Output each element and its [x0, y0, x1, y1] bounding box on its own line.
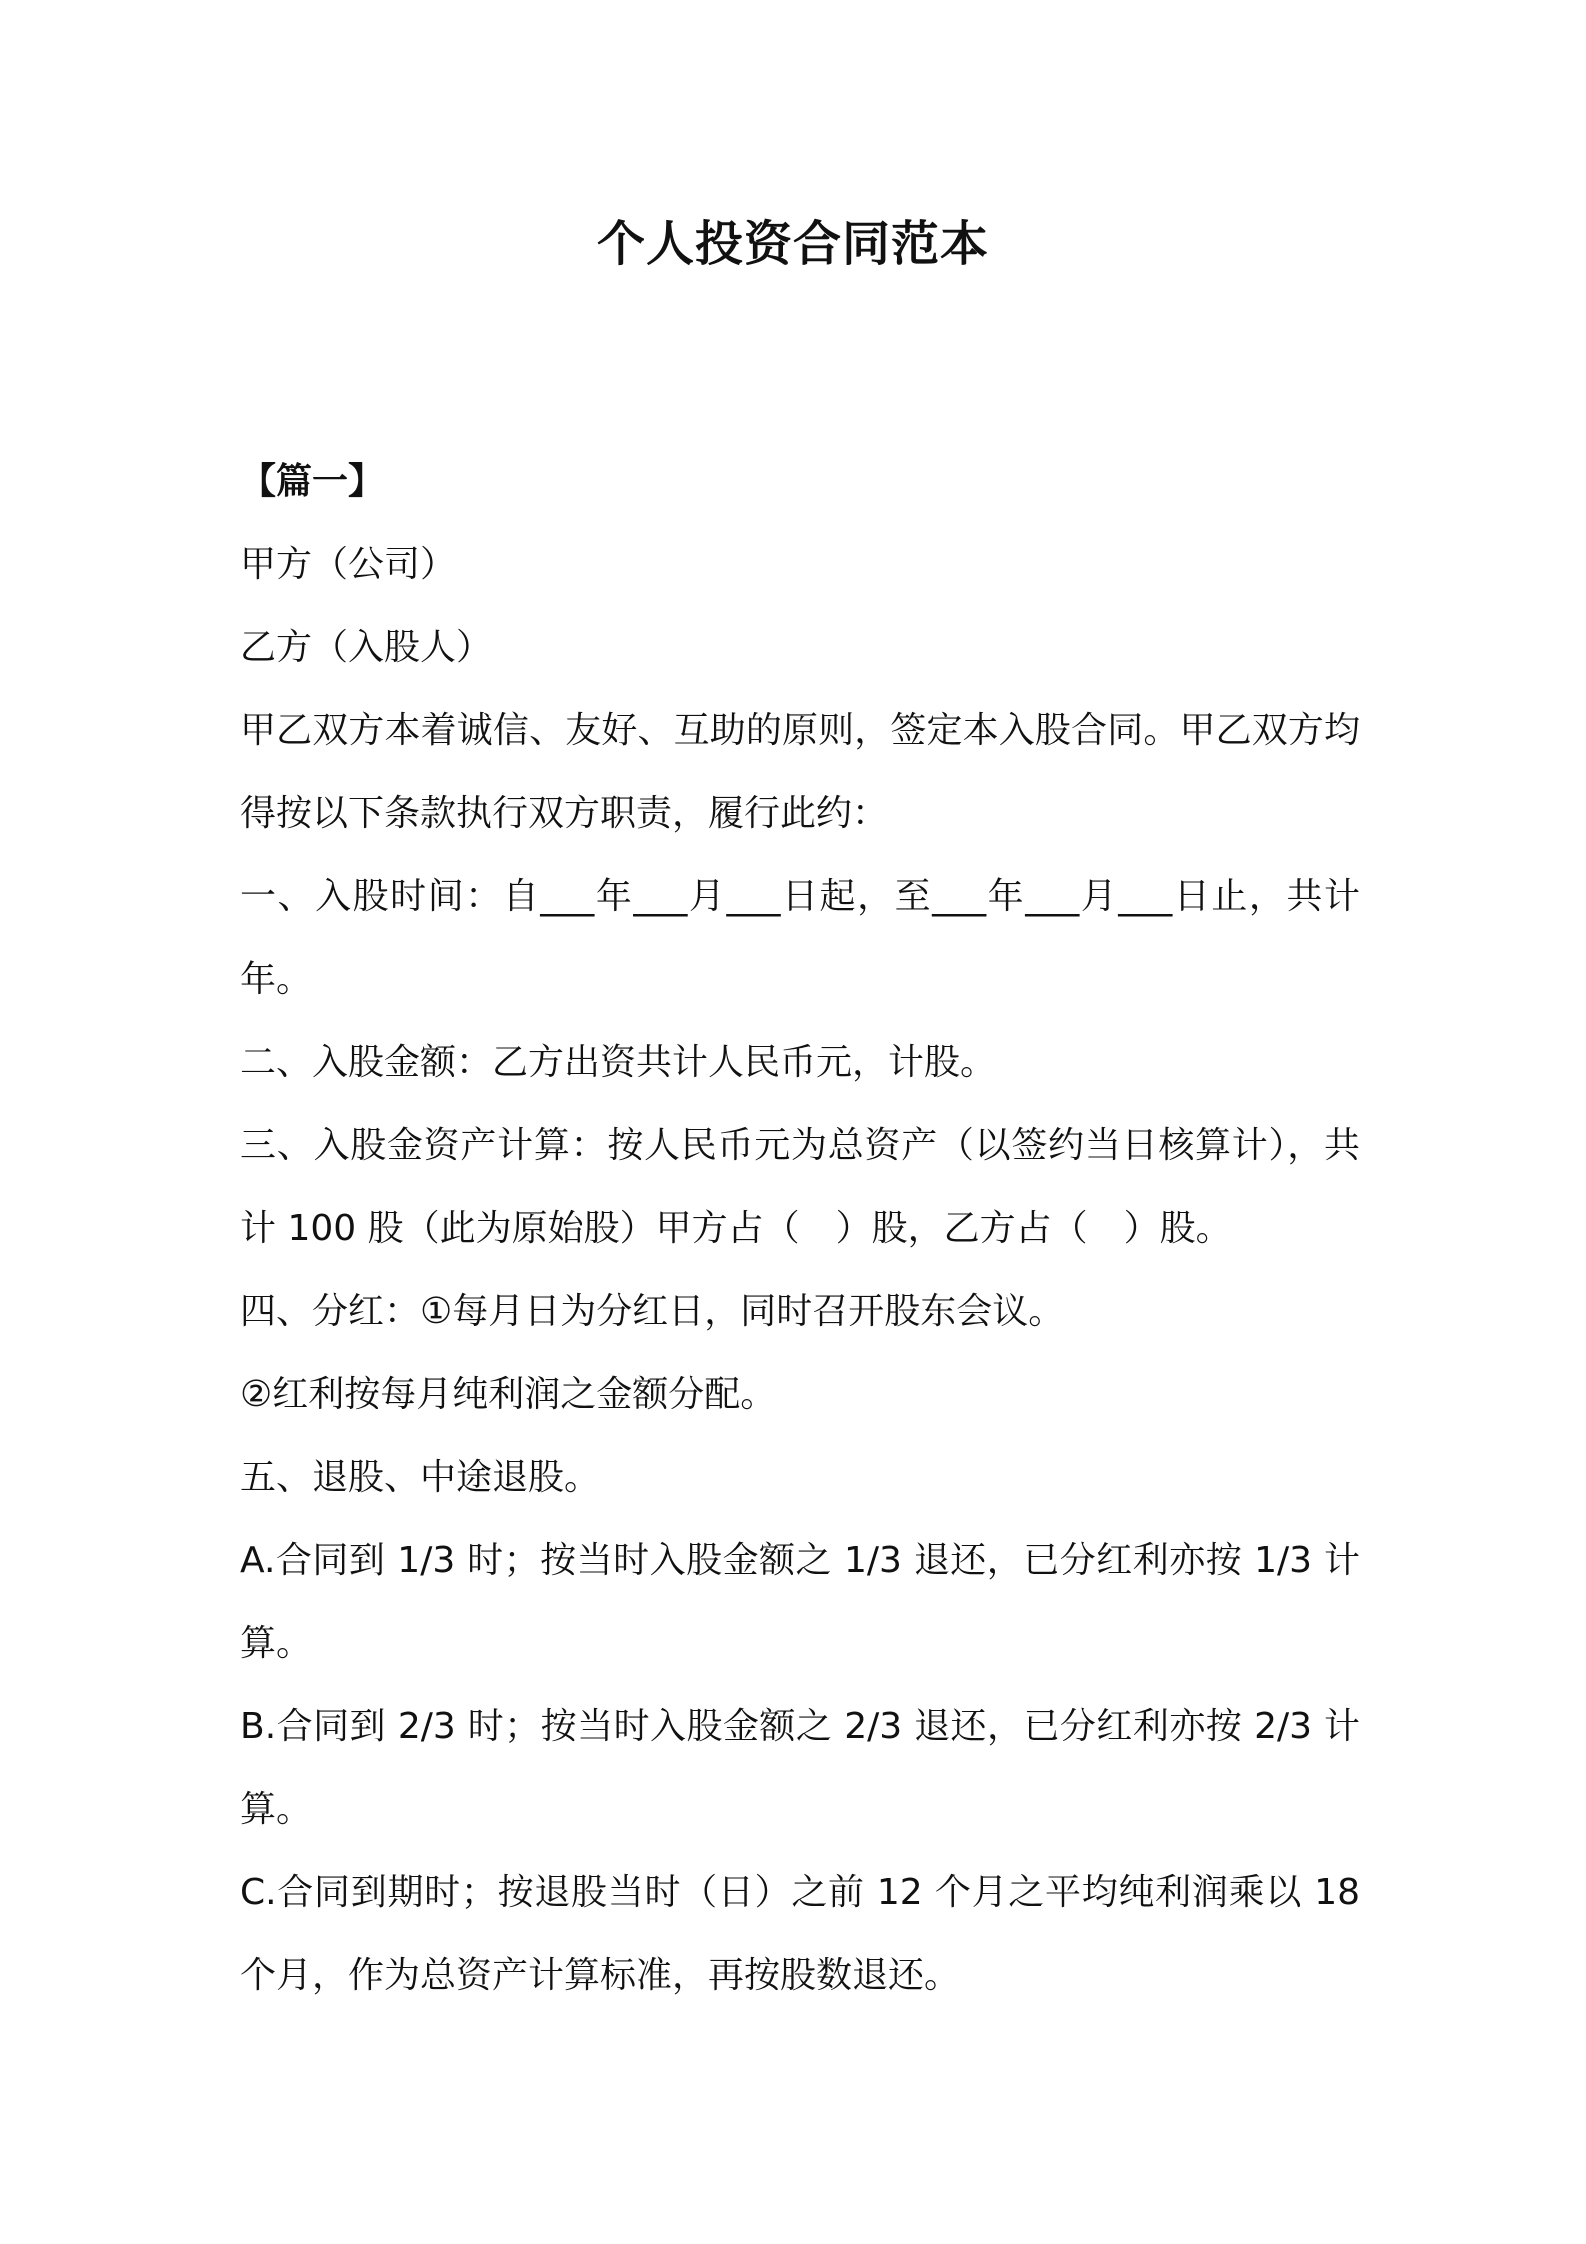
- clause-5-item-b: B.合同到 2/3 时；按当时入股金额之 2/3 退还，已分红利亦按 2/3 计算。: [240, 1706, 1360, 1830]
- party-b-line: 乙方（入股人）: [240, 627, 493, 668]
- clause-3-asset-calculation: 三、入股金资产计算：按人民币元为总资产（以签约当日核算计），共计 100 股（此为原始股）甲方占（ ）股，乙方占（ ）股。: [240, 1125, 1360, 1249]
- clause-4-dividend: 四、分红：①每月日为分红日，同时召开股东会议。: [240, 1291, 1065, 1332]
- clause-5-item-c: C.合同到期时；按退股当时（日）之前 12 个月之平均纯利润乘以 18 个月，作为总资产计算标准，再按股数退还。: [240, 1872, 1360, 1996]
- clause-4-dividend-item-2: ②红利按每月纯利润之金额分配。: [240, 1374, 777, 1415]
- clause-5-item-a: A.合同到 1/3 时；按当时入股金额之 1/3 退还，已分红利亦按 1/3 计算。: [240, 1540, 1360, 1664]
- document-body: [240, 440, 1360, 2017]
- clause-5-withdrawal: 五、退股、中途退股。: [240, 1457, 601, 1498]
- party-a-line: 甲方（公司）: [240, 544, 457, 585]
- preamble-paragraph: 甲乙双方本着诚信、友好、互助的原则，签定本入股合同。甲乙双方均得按以下条款执行双方职责，履行此约：: [240, 710, 1360, 834]
- section-heading: 【篇一】: [240, 461, 385, 502]
- clause-1-investment-period: 一、入股时间：自___年___月___日起，至___年___月___日止，共计年。: [240, 876, 1360, 1000]
- document-title: 个人投资合同范本: [596, 216, 989, 272]
- clause-2-investment-amount: 二、入股金额：乙方出资共计人民币元，计股。: [240, 1042, 997, 1083]
